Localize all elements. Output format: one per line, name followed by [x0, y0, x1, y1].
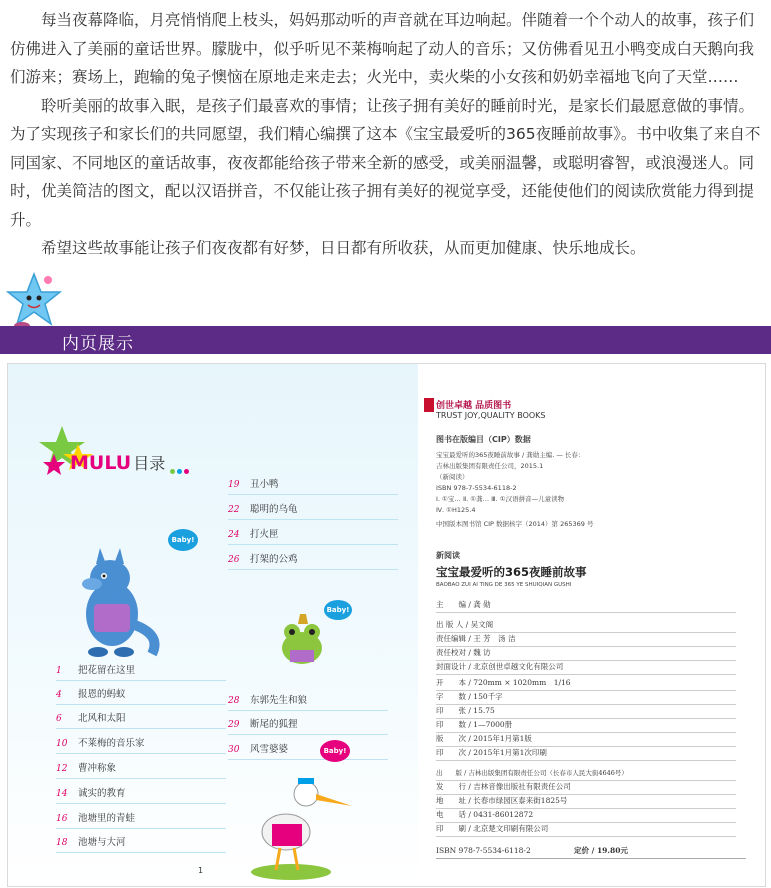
- info-row: 地 址 / 长春市绿园区泰来街1825号: [436, 794, 736, 809]
- book-title: 宝宝最爱听的365夜睡前故事: [436, 565, 587, 579]
- toc-item[interactable]: 12 曹冲称象: [56, 760, 226, 779]
- info-row: 责任校对 / 魏 访: [436, 646, 736, 661]
- info-row: 印 次 / 2015年1月第1次印刷: [436, 746, 736, 761]
- toc-item[interactable]: 24 打火匣: [228, 526, 398, 545]
- divider: [436, 858, 746, 859]
- book-title-pinyin: BAOBAO ZUI AI TING DE 365 YE SHUIQIAN GUSHI: [436, 582, 572, 588]
- cip-line: ISBN 978-7-5534-6118-2: [436, 484, 517, 492]
- toc-heading-en: MULU: [70, 452, 132, 474]
- wolf-illustration-icon: [52, 544, 172, 664]
- toc-heading: [70, 451, 165, 474]
- toc-page: [8, 364, 418, 886]
- series-name: 新阅读: [436, 551, 460, 560]
- star-mascot-icon: [4, 270, 64, 332]
- toc-item[interactable]: 16 池塘里的青蛙: [56, 810, 226, 829]
- toc-item[interactable]: 30 风雪婆婆: [228, 741, 388, 760]
- info-row: 字 数 / 150千字: [436, 690, 736, 705]
- stork-illustration-icon: [236, 772, 356, 882]
- price: 定价 / 19.80元: [574, 846, 628, 855]
- info-row: 版 次 / 2015年1月第1版: [436, 732, 736, 747]
- cip-line: Ⅰ. ①宝… Ⅱ. ①龚… Ⅲ. ①汉语拼音—儿童读物: [436, 495, 565, 503]
- section-banner-title: 内页展示: [62, 334, 134, 354]
- cip-line: Ⅳ. ①H125.4: [436, 506, 476, 514]
- intro-paragraph-3: 希望这些故事能让孩子们夜夜都有好梦，日日都有所收获，从而更加健康、快乐地成长。: [41, 239, 646, 257]
- page-number: 1: [198, 866, 204, 875]
- toc-item[interactable]: 6 北风和太阳: [56, 710, 226, 729]
- isbn-line: ISBN 978-7-5534-6118-2: [436, 846, 531, 855]
- publisher-brand: [436, 398, 545, 420]
- toc-item[interactable]: 19 丑小鸭: [228, 476, 398, 495]
- cip-line: （新阅读）: [436, 473, 469, 481]
- brand-en: TRUST JOY,QUALITY BOOKS: [436, 411, 546, 420]
- book-preview: [7, 363, 766, 887]
- intro-text: [10, 6, 762, 263]
- info-row: 主 编 / 龚 勋: [436, 598, 736, 613]
- info-row: 电 话 / 0431-86012872: [436, 808, 736, 823]
- frog-illustration-icon: [272, 614, 332, 670]
- toc-heading-zh: 目录: [133, 454, 166, 473]
- speech-bubble: Baby!: [320, 740, 350, 762]
- section-banner: [0, 326, 771, 354]
- toc-item[interactable]: 22 聪明的乌龟: [228, 501, 398, 520]
- toc-item[interactable]: 10 不莱梅的音乐家: [56, 735, 226, 754]
- toc-item[interactable]: 29 断尾的狐狸: [228, 716, 388, 735]
- toc-item[interactable]: 14 诚实的教育: [56, 785, 226, 804]
- brand-cn: 创世卓越 品质图书: [436, 401, 512, 411]
- info-row: 出 版 / 吉林出版集团有限责任公司（长春市人民大街4646号）: [436, 766, 736, 781]
- toc-item[interactable]: 1 把花留在这里: [56, 662, 226, 681]
- info-row: 开 本 / 720mm × 1020mm 1/16: [436, 676, 736, 691]
- toc-item[interactable]: 18 池塘与大河: [56, 834, 226, 853]
- toc-item[interactable]: 4 报恩的蚂蚁: [56, 686, 226, 705]
- publisher-logo-icon: [424, 398, 434, 412]
- info-row: 责任编辑 / 王 芳 汤 洁: [436, 632, 736, 647]
- info-row: 发 行 / 吉林音像出版社有限责任公司: [436, 780, 736, 795]
- toc-item[interactable]: 28 东郭先生和狼: [228, 692, 388, 711]
- toc-item[interactable]: 26 打架的公鸡: [228, 551, 398, 570]
- cip-line: 吉林出版集团有限责任公司，2015.1: [436, 462, 544, 470]
- info-row: 封面设计 / 北京创世卓越文化有限公司: [436, 660, 736, 675]
- cip-line: 宝宝最爱听的365夜睡前故事 / 龚勋主编. — 长春：: [436, 451, 585, 459]
- info-row: 印 数 / 1—7000册: [436, 718, 736, 733]
- intro-paragraph-1: 每当夜幕降临，月亮悄悄爬上枝头，妈妈那动听的声音就在耳边响起。伴随着一个个动人的故事，孩子们仿佛进入了美丽的童话世界。朦胧中，似乎听见不莱梅响起了动人的音乐；又仿佛看见丑小鸭变成白天鹅向我们游来；赛场上，跑输的兔子懊恼在原地走来走去；火光中，卖火柴的小女孩和奶奶幸福地飞向了天堂……: [10, 11, 755, 86]
- info-row: 印 张 / 15.75: [436, 704, 736, 719]
- speech-bubble: Baby!: [324, 600, 352, 620]
- toc-dots: [170, 459, 191, 478]
- info-row: 印 刷 / 北京楚文印刷有限公司: [436, 822, 736, 837]
- speech-bubble: Baby!: [168, 529, 198, 551]
- info-row: 出 版 人 / 吴文阁: [436, 618, 736, 633]
- intro-paragraph-2: 聆听美丽的故事入眠，是孩子们最喜欢的事情；让孩子拥有美好的睡前时光，是家长们最愿意做的事情。为了实现孩子和家长们的共同愿望，我们精心编撰了这本《宝宝最爱听的365夜睡前故事》。书中收集了来自不同国家、不同地区的童话故事，夜夜都能给孩子带来全新的感受，或美丽温馨，或聪明睿智，或浪漫迷人。同时，优美简洁的图文，配以汉语拼音，不仅能让孩子拥有美好的视觉享受，还能使他们的阅读欣赏能力得到提升。: [10, 96, 761, 229]
- copyright-page: [424, 364, 765, 886]
- cip-line: 中国版本图书馆 CIP 数据核字（2014）第 265369 号: [436, 520, 594, 528]
- cip-title: 图书在版编目（CIP）数据: [436, 435, 531, 444]
